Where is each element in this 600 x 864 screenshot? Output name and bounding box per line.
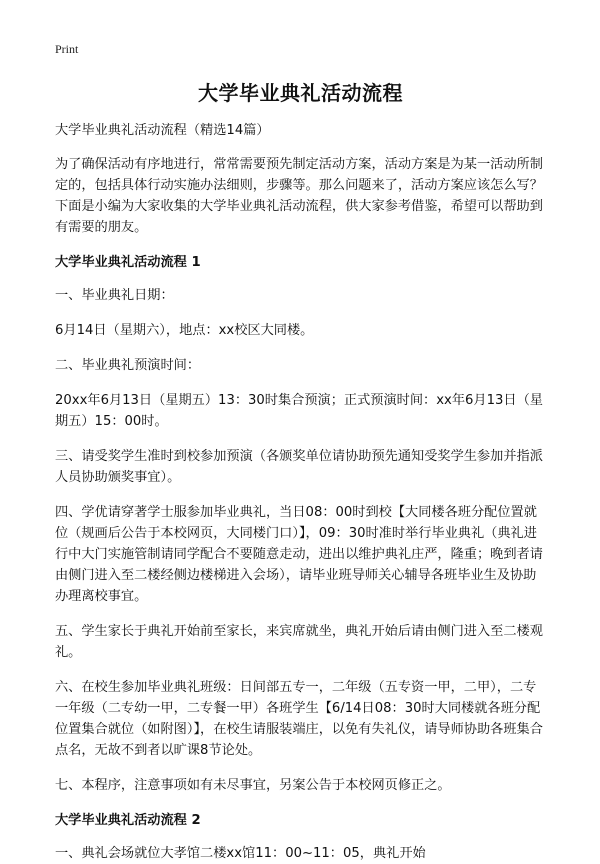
paragraph: 三、请受奖学生准时到校参加预演（各颁奖单位请协助预先通知受奖学生参加并指派人员协助颁奖事宜）。	[55, 449, 543, 485]
paragraph: 五、学生家长于典礼开始前至家长，来宾席就坐，典礼开始后请由侧门进入至二楼观礼。	[55, 624, 543, 660]
section-heading-1: 大学毕业典礼活动流程 1	[55, 255, 201, 270]
print-link[interactable]: Print	[55, 42, 79, 56]
paragraph: 6月14日（星期六），地点：xx校区大同楼。	[55, 323, 314, 338]
page-title: 大学毕业典礼活动流程	[198, 81, 403, 105]
paragraph: 一、典礼会场就位大孝馆二楼xx馆11：00~11：05，典礼开始	[55, 846, 426, 861]
section-heading-2: 大学毕业典礼活动流程 2	[55, 813, 201, 828]
paragraph: 七、本程序，注意事项如有未尽事宜，另案公告于本校网页修正之。	[55, 778, 451, 793]
paragraph: 20xx年6月13日（星期五）13：30时集合预演；正式预演时间：xx年6月13日（星期五）15：00时。	[55, 393, 543, 429]
paragraph: 四、学优请穿著学士服参加毕业典礼，当日08：00时到校【大同楼各班分配位置就位（规画后公告于本校网页，大同楼门口）】，09：30时准时举行毕业典礼（典礼进行中大门实施管制请同学配合不要随意走动，进出以维护典礼庄严，隆重；晚到者请由侧门进入至二楼经侧边楼梯进入会场），请毕业班导师关心辅导各班毕业生及协助办理离校事宜。	[55, 505, 543, 604]
paragraph: 六、在校生参加毕业典礼班级：日间部五专一，二年级（五专资一甲，二甲），二专一年级（二专幼一甲，二专餐一甲）各班学生【6/14日08：30时大同楼就各班分配位置集合就位（如附图）】，在校生请服装端庄，以免有失礼仪，请导师协助各班集合点名，无故不到者以旷课8节论处。	[55, 680, 543, 758]
paragraph: 二、毕业典礼预演时间：	[55, 358, 201, 373]
intro-paragraph: 为了确保活动有序地进行，常常需要预先制定活动方案，活动方案是为某一活动所制定的，包括具体行动实施办法细则，步骤等。那么问题来了，活动方案应该怎么写？下面是小编为大家收集的大学毕业典礼活动流程，供大家参考借鉴，希望可以帮助到有需要的朋友。	[55, 157, 543, 235]
paragraph: 一、毕业典礼日期：	[55, 288, 174, 303]
subtitle: 大学毕业典礼活动流程（精选14篇）	[55, 123, 270, 138]
